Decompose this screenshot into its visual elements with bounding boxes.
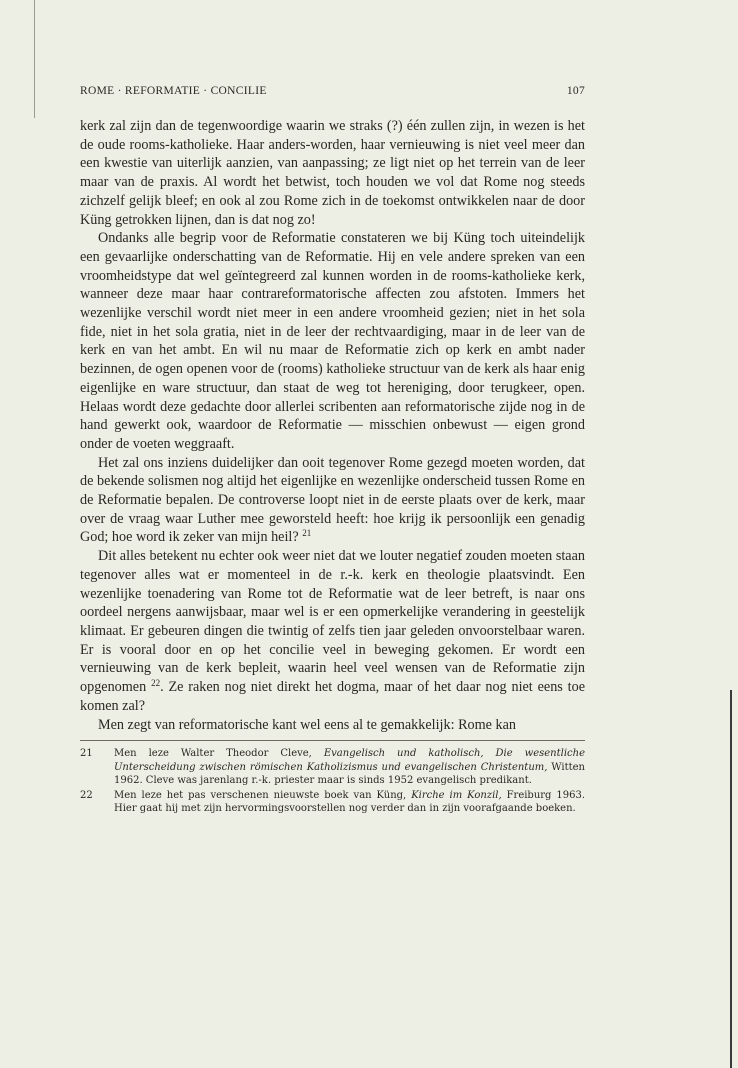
paragraph-3: Het zal ons inziens duidelijker dan ooit tegenover Rome gezegd moeten worden, dat de bekende solismen nog altijd het eigenlijke en wezenlijke onderscheid tussen Rome en de Reformatie bepalen. De controverse loopt niet in de eerste plaats over de kerk, maar over de vraag waar Luther mee geworsteld heeft: hoe krijg ik persoonlijk een genadig God; hoe word ik zeker van mijn heil? $^{21}$ [80,454,585,546]
footnote-number: 22 [80,789,93,801]
paragraph-1: kerk zal zijn dan de tegenwoordige waarin we straks (?) één zullen zijn, in wezen is het de oude rooms-katholieke. Haar anders-worden, haar vernieuwing is niet veel meer dan een kwestie van uiterlijk aanzien, van aanpassing; ze ligt niet op het terrein van de leer maar van de praxis. Al wordt het betwist, toch houden we vol dat Rome nog steeds zichzelf gelijk bleef; en ook al zou Rome zich in de toekomst ontwikkelen naar de door Küng getrokken lijnen, dan is dat nog zo! [80,118,585,228]
footnote-divider [80,740,585,741]
footnote-title: Evangelisch und katholisch, Die wesentliche Unterscheidung zwischen römischen Katholizismus und evangelischen Christentum, [114,748,585,773]
footnotes [80,747,585,816]
book-page [80,85,585,817]
footnote-number: 21 [80,748,93,760]
page-edge-right [730,690,732,1068]
running-head-title: ROME · REFORMATIE · CONCILIE [80,85,267,97]
footnote-21 [80,747,585,788]
footnote-text: Men leze Walter Theodor Cleve, Evangelisch und katholisch, Die wesentliche Unterscheidung zwischen römischen Katholizismus und evangelischen Christentum, Witten 1962. Cleve was jarenlang r.-k. priester maar is sinds 1952 evangelisch predikant. [114,748,585,787]
footnote-ref-22[interactable]: 22 [151,678,161,689]
paragraph-4: Dit alles betekent nu echter ook weer niet dat we louter negatief zouden moeten staan tegenover alles wat er momenteel in de r.-k. kerk en theologie plaatsvindt. Een wezenlijke toenadering van Rome tot de Reformatie wat de leer betreft, is naar ons oordeel nergens aanwijsbaar, maar wel is er een opmerkelijke verandering in geestelijk klimaat. Er gebeuren dingen die twintig of zelfs tien jaar geleden onvoorstelbaar waren. Er is vooral door en op het concilie veel in beweging gekomen. Er wordt een vernieuwing van de kerk bepleit, waarin heel veel wensen van de Reformatie zijn opgenomen $^{22}$. Ze raken nog niet direkt het dogma, maar of het daar nog niet eens toe komen zal? [80,548,585,714]
paragraph-5: Men zegt van reformatorische kant wel eens al te gemakkelijk: Rome kan [98,716,516,733]
footnote-ref-21[interactable]: 21 [302,528,312,539]
page-number: 107 [566,85,585,97]
footnote-22 [80,789,585,816]
paragraph-2: Ondanks alle begrip voor de Reformatie constateren we bij Küng toch uiteindelijk een gevaarlijke onderschatting van de Reformatie. Hij en vele andere spreken van een vroomheidstype dat wel geïntegreerd zal kunnen worden in de rooms-katholieke kerk, wanneer deze maar haar contrareformatorische affecten zou afstoten. Immers het wezenlijke verschil wordt niet meer in een andere vroomheid gezien; niet in het sola fide, niet in het sola gratia, niet in de leer der rechtvaardiging, maar in de leer van de kerk en van het ambt. En wil nu maar de Reformatie zich op kerk en ambt nader bezinnen, de ogen openen voor de (rooms) katholieke structuur van de kerk als haar enig eigenlijke en ware structuur, dan staat de weg tot hereniging, door terugkeer, open. Helaas wordt deze gedachte door allerlei scribenten aan reformatorische zijde nog in de hand gewerkt ook, waardoor de Reformatie — misschien onbewust — eigen grond onder de voeten weggraaft. [80,230,585,452]
body-text [80,117,585,734]
footnote-text: Men leze het pas verschenen nieuwste boek van Küng, Kirche im Konzil, Freiburg 1963. Hier gaat hij met zijn hervormingsvoorstellen nog verder dan in zijn voorafgaande boeken. [114,789,586,815]
page-edge-left [34,0,35,118]
running-head [80,85,585,105]
footnote-title: Kirche im Konzil, [411,789,502,801]
